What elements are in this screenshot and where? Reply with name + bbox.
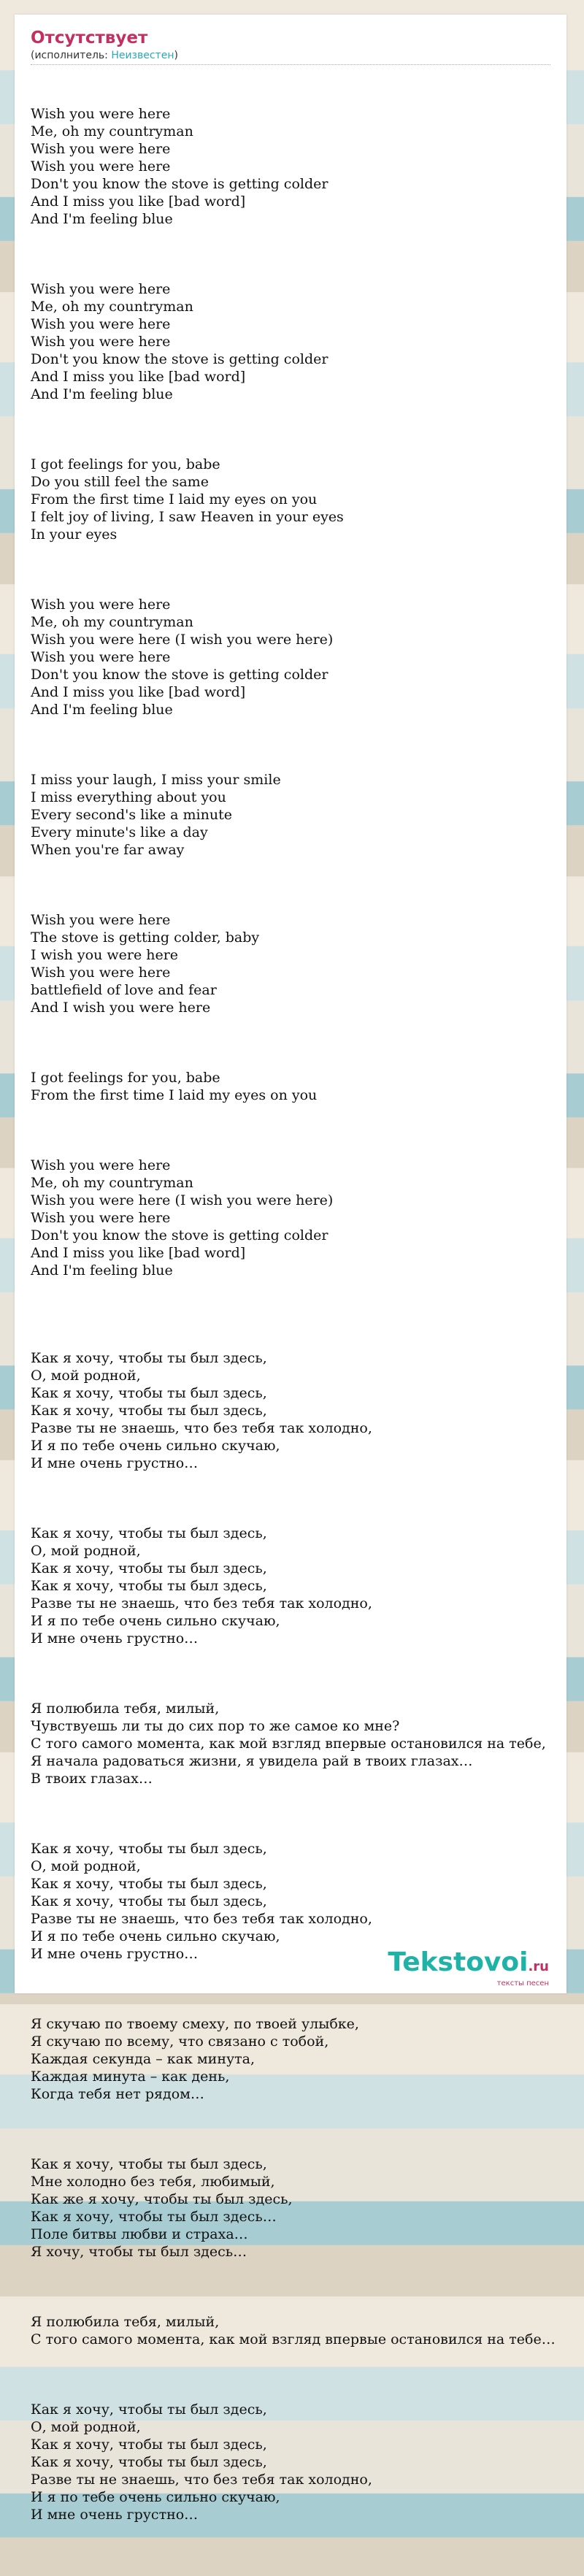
lyrics-text [31,70,556,2576]
stanza: Wish you were here The stove is getting colder, baby I wish you were here Wish you were here battlefield of love and fear And I wish you were here [31,912,260,1016]
artist-suffix: ) [174,50,178,61]
logo-name: Tekstovoi [388,1947,529,1977]
translation-stanza: Я полюбила тебя, милый, Чувствуешь ли ты до сих пор то же самое ко мне? С того самого момента, как мой взгляд впервые остановился на тебе, Я начала радоваться жизни, я увидела рай в твоих глазах… В твоих глазах… [31,1701,546,1787]
translation-stanza: Как я хочу, чтобы ты был здесь, Мне холодно без тебя, любимый, Как же я хочу, чтобы ты был здесь, Как я хочу, чтобы ты был здесь… Поле битвы любви и страха… Я хочу, чтобы ты был здесь… [31,2156,293,2260]
header-divider [31,64,550,65]
stanza: I miss your laugh, I miss your smile I miss everything about you Every second's like a minute Every minute's like a day When you're far away [31,772,281,858]
logo-tagline: тексты песен [496,1979,549,1987]
translation-stanza: Как я хочу, чтобы ты был здесь, О, мой родной, Как я хочу, чтобы ты был здесь, Как я хочу, чтобы ты был здесь, Разве ты не знаешь, что без тебя так холодно, И я по тебе очень сильно скучаю, И мне очень грустно… [31,1841,372,1962]
lyrics-page [15,15,566,2523]
song-title: Отсутствует [31,28,148,47]
stanza: Wish you were here Me, oh my countryman Wish you were here (I wish you were here) Wish you were here Don't you know the stove is getting colder And I miss you like [bad word] And I'm feeling blue [31,1157,334,1279]
stanza: Wish you were here Me, oh my countryman Wish you were here (I wish you were here) Wish you were here Don't you know the stove is getting colder And I miss you like [bad word] And I'm feeling blue [31,597,334,718]
translation-stanza: Как я хочу, чтобы ты был здесь, О, мой родной, Как я хочу, чтобы ты был здесь, Как я хочу, чтобы ты был здесь, Разве ты не знаешь, что без тебя так холодно, И я по тебе очень сильно скучаю, И мне очень грустно… [31,1525,372,1647]
song-header [31,28,550,63]
translation-stanza: Я скучаю по твоему смеху, по твоей улыбке, Я скучаю по всему, что связано с тобой, Каждая секунда – как минута, Каждая минута – как день, Когда тебя нет рядом… [31,2016,359,2102]
logo-wordmark [388,1949,549,1981]
stanza: I got feelings for you, babe Do you still feel the same From the first time I laid my eyes on you I felt joy of living, I saw Heaven in your eyes In your eyes [31,456,344,543]
translation-stanza: Я полюбила тебя, милый, С того самого момента, как мой взгляд впервые остановился на тебе… [31,2314,556,2347]
stanza: I got feelings for you, babe From the first time I laid my eyes on you [31,1070,318,1103]
stanza: Wish you were here Me, oh my countryman Wish you were here Wish you were here Don't you know the stove is getting colder And I miss you like [bad word] And I'm feeling blue [31,281,328,402]
artist-link[interactable]: Неизвестен [111,50,174,61]
artist-prefix: (исполнитель: [31,50,112,61]
stanza: Wish you were here Me, oh my countryman Wish you were here Wish you were here Don't you know the stove is getting colder And I miss you like [bad word] And I'm feeling blue [31,106,328,227]
logo-tld: .ru [528,1959,549,1974]
translation-stanza: Как я хочу, чтобы ты был здесь, О, мой родной, Как я хочу, чтобы ты был здесь, Как я хочу, чтобы ты был здесь, Разве ты не знаешь, что без тебя так холодно, И я по тебе очень сильно скучаю, И мне очень грустно… [31,1350,372,1471]
translation-stanza: Как я хочу, чтобы ты был здесь, О, мой родной, Как я хочу, чтобы ты был здесь, Как я хочу, чтобы ты был здесь, Разве ты не знаешь, что без тебя так холодно, И я по тебе очень сильно скучаю, И мне очень грустно… [31,2401,372,2523]
artist-line [31,48,550,63]
site-logo[interactable] [388,1949,549,1987]
